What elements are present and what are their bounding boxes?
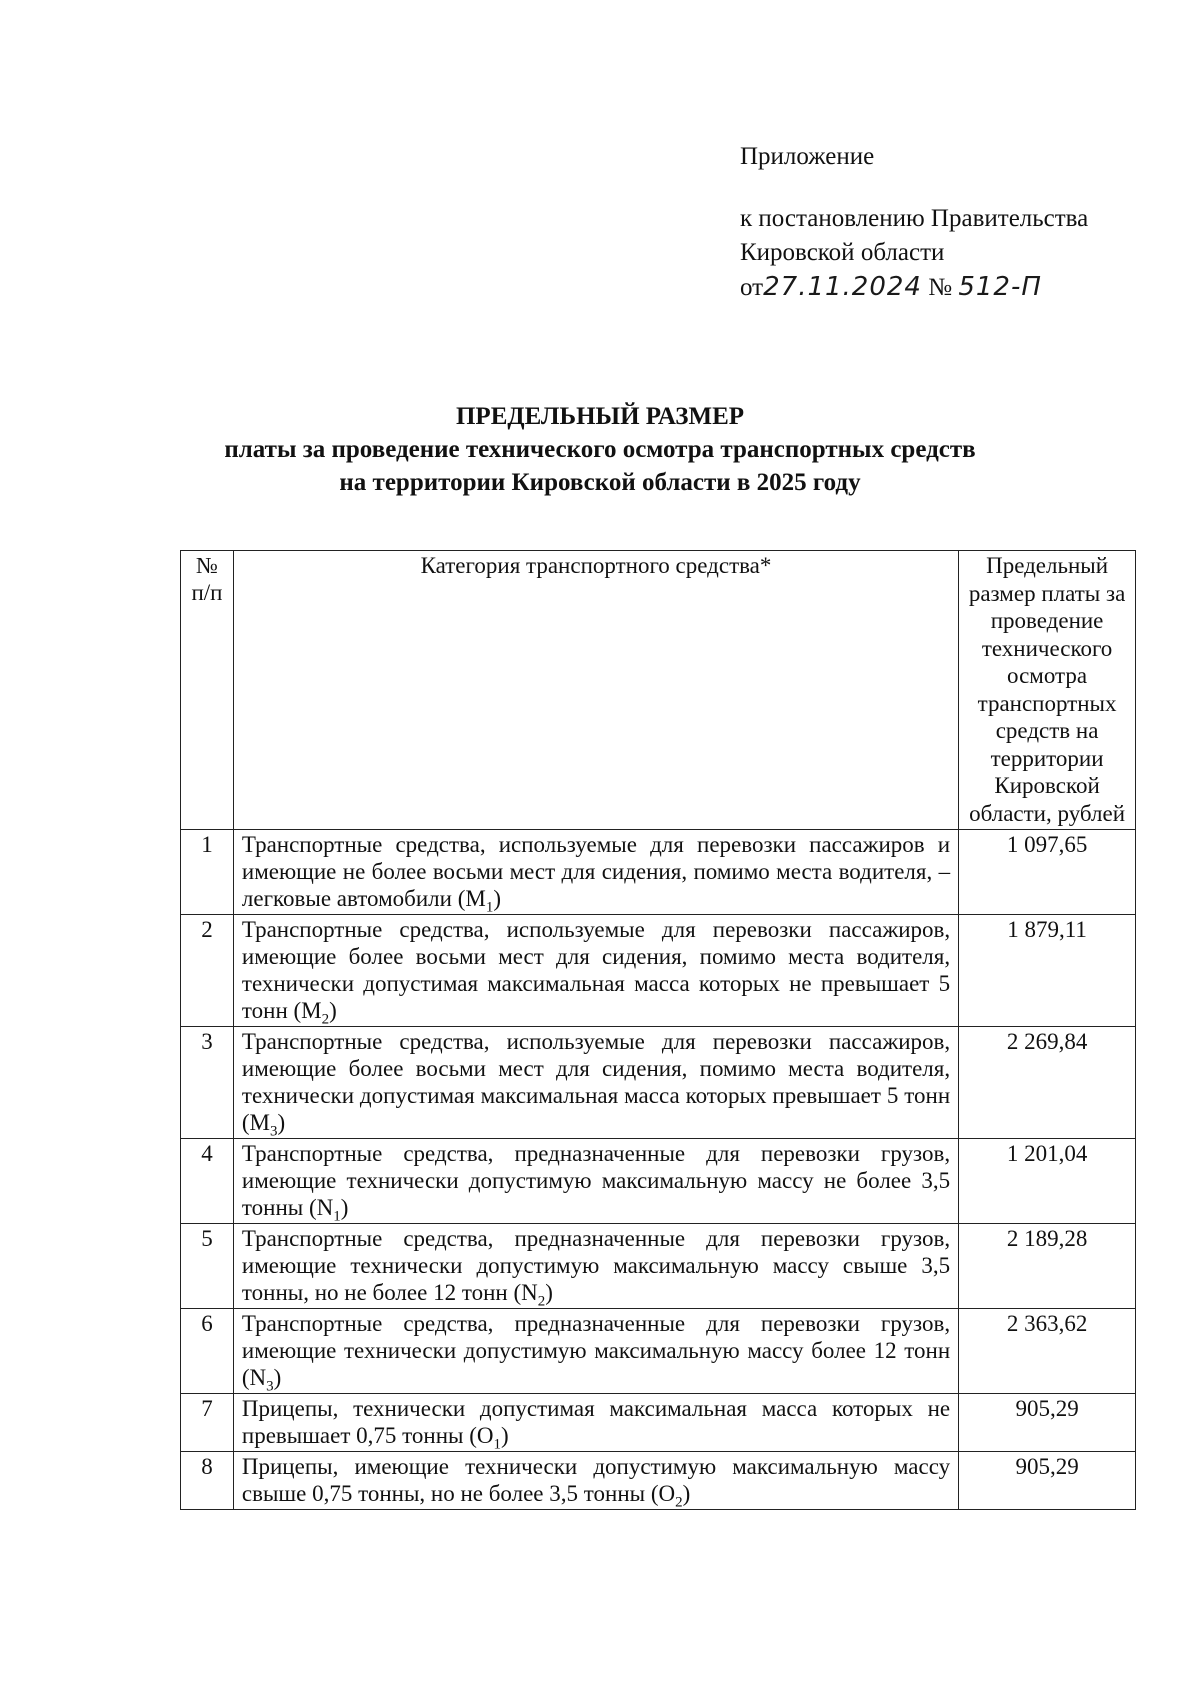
category-close: ) xyxy=(329,998,337,1023)
header-num: № п/п xyxy=(181,551,234,830)
table-body xyxy=(181,830,1136,1510)
category-close: ) xyxy=(493,886,501,911)
category-index: 1 xyxy=(485,899,494,916)
row-number: 6 xyxy=(181,1309,234,1394)
table-row xyxy=(181,1309,1136,1394)
title-line-1: ПРЕДЕЛЬНЫЙ РАЗМЕР xyxy=(455,403,745,430)
row-category xyxy=(233,1139,958,1224)
resolution-line-1: к постановлению Правительства xyxy=(740,205,1089,232)
row-category xyxy=(233,915,958,1027)
row-category xyxy=(233,1309,958,1394)
category-index: 3 xyxy=(266,1378,274,1395)
category-index: 2 xyxy=(675,1494,683,1511)
row-category xyxy=(233,830,958,915)
appendix-title: Приложение xyxy=(740,143,875,170)
category-close: ) xyxy=(545,1280,553,1305)
row-price: 1 201,04 xyxy=(959,1139,1136,1224)
category-index: 1 xyxy=(333,1208,341,1225)
table-row xyxy=(181,1394,1136,1452)
row-number: 8 xyxy=(181,1452,234,1510)
category-index: 3 xyxy=(270,1123,278,1140)
category-close: ) xyxy=(340,1195,349,1220)
handwritten-number: 512-П xyxy=(958,272,1042,302)
category-index: 1 xyxy=(493,1436,501,1453)
document-title xyxy=(100,400,1100,499)
category-text: Прицепы, технически допустимая максимальная масса которых не превышает 0,75 тонны (O xyxy=(241,1396,951,1448)
category-text: Транспортные средства, используемые для перевозки пассажиров и имеющие не более восьми мест для сидения, помимо места водителя, – легковые автомобили (M xyxy=(241,832,951,911)
resolution-line-2: Кировской области xyxy=(740,239,945,266)
row-category xyxy=(233,1027,958,1139)
row-number: 5 xyxy=(181,1224,234,1309)
header-category: Категория транспортного средства* xyxy=(233,551,958,830)
row-price: 905,29 xyxy=(959,1394,1136,1452)
category-index: 2 xyxy=(321,1011,330,1028)
category-text: Транспортные средства, предназначенные для перевозки грузов, имеющие технически допустимую максимальную массу более 12 тонн (N xyxy=(241,1311,951,1390)
row-number: 3 xyxy=(181,1027,234,1139)
category-index: 2 xyxy=(537,1293,546,1310)
table-header-row xyxy=(181,551,1136,830)
row-number: 4 xyxy=(181,1139,234,1224)
table-row xyxy=(181,1224,1136,1309)
category-close: ) xyxy=(501,1423,509,1448)
category-text: Прицепы, имеющие технически допустимую максимальную массу свыше 0,75 тонны, но не более 3,5 тонны (O xyxy=(241,1454,951,1506)
resolution-date-number xyxy=(740,270,1180,305)
title-line-2: платы за проведение технического осмотра транспортных средств xyxy=(224,436,976,463)
category-close: ) xyxy=(682,1481,691,1506)
row-price: 2 189,28 xyxy=(959,1224,1136,1309)
category-text: Транспортные средства, предназначенные для перевозки грузов, имеющие технически допустимую максимальную массу свыше 3,5 тонны, но не более 12 тонн (N xyxy=(241,1226,951,1305)
row-category xyxy=(233,1224,958,1309)
table-row xyxy=(181,1139,1136,1224)
row-number: 2 xyxy=(181,915,234,1027)
category-close: ) xyxy=(273,1365,282,1390)
table-row xyxy=(181,830,1136,915)
row-price: 2 269,84 xyxy=(959,1027,1136,1139)
row-category xyxy=(233,1452,958,1510)
row-price: 1 097,65 xyxy=(959,830,1136,915)
row-number: 1 xyxy=(181,830,234,915)
row-category xyxy=(233,1394,958,1452)
category-text: Транспортные средства, используемые для перевозки пассажиров, имеющие более восьми мест для сидения, помимо места водителя, технически допустимая максимальная масса которых превышает 5 тонн (M xyxy=(241,1029,951,1135)
row-number: 7 xyxy=(181,1394,234,1452)
category-close: ) xyxy=(277,1110,286,1135)
category-text: Транспортные средства, предназначенные для перевозки грузов, имеющие технически допустимую максимальную массу не более 3,5 тонны (N xyxy=(241,1141,951,1220)
tariff-table xyxy=(180,550,1136,1510)
row-price: 905,29 xyxy=(959,1452,1136,1510)
table-row xyxy=(181,915,1136,1027)
appendix-header xyxy=(740,140,1180,305)
table-row xyxy=(181,1027,1136,1139)
category-text: Транспортные средства, используемые для перевозки пассажиров, имеющие более восьми мест для сидения, помимо места водителя, технически допустимая максимальная масса которых не превышает 5 тонн (M xyxy=(241,917,951,1023)
title-line-3: на территории Кировской области в 2025 году xyxy=(339,469,861,496)
handwritten-date: 27.11.2024 xyxy=(763,272,922,302)
header-price: Предельный размер платы за проведение технического осмотра транспортных средств на территории Кировской области, рублей xyxy=(959,551,1136,830)
row-price: 2 363,62 xyxy=(959,1309,1136,1394)
date-prefix: от xyxy=(740,274,764,301)
row-price: 1 879,11 xyxy=(959,915,1136,1027)
table-row xyxy=(181,1452,1136,1510)
number-sign: № xyxy=(928,274,953,301)
